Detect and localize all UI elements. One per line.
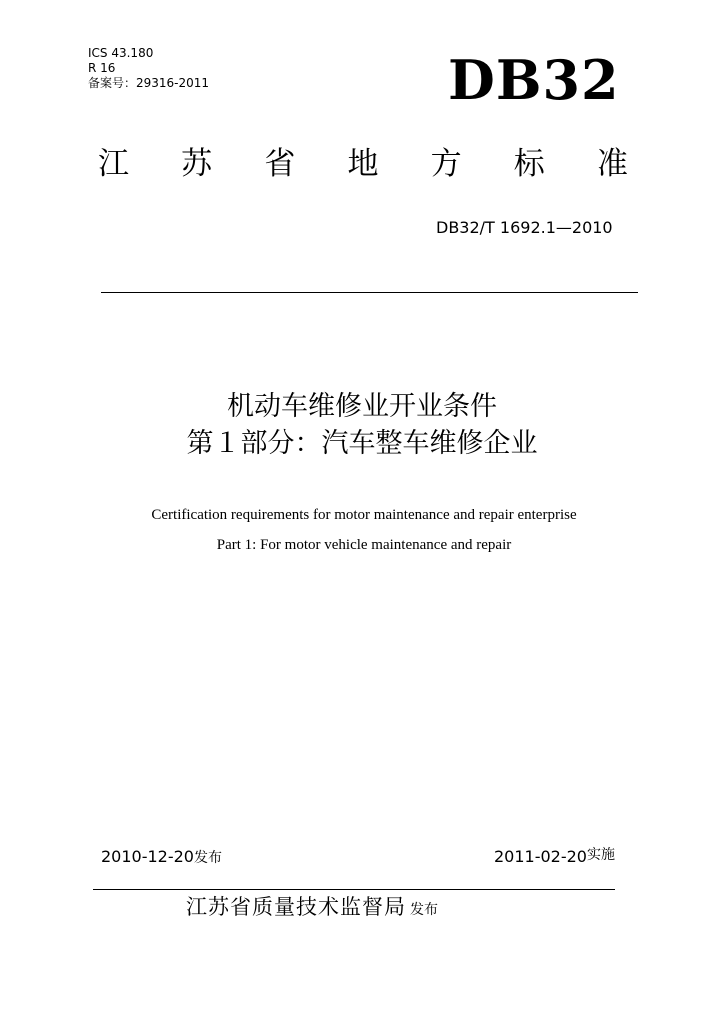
- implement-date-block: [494, 847, 615, 873]
- title-en-line1: Certification requirements for motor maintenance and repair enterprise: [151, 507, 577, 523]
- standard-type-char: 准: [596, 146, 628, 182]
- issuer-suffix: 发布: [410, 902, 438, 918]
- implement-date: 2011-02-20: [494, 847, 587, 866]
- standard-type-char: 江: [98, 146, 129, 182]
- standard-type-char: 地: [347, 146, 379, 182]
- issuer-block: [186, 893, 438, 921]
- standard-type-heading: [98, 142, 628, 186]
- meta-info: [88, 46, 209, 91]
- standard-type-char: 苏: [181, 146, 213, 182]
- title-cn-line1: 机动车维修业开业条件: [227, 391, 497, 422]
- bottom-divider: [93, 889, 615, 890]
- title-cn-line2: 第１部分：汽车整车维修企业: [186, 428, 538, 459]
- issue-label: 发布: [193, 850, 222, 866]
- issue-date: 2010-12-20: [101, 847, 194, 866]
- classification-code: R 16: [88, 61, 116, 75]
- implement-label: 实施: [586, 847, 615, 863]
- ics-code: ICS 43.180: [88, 46, 154, 60]
- db32-logo: DB32: [448, 48, 620, 112]
- record-number: 备案号：29316-2011: [88, 76, 210, 90]
- issue-date-block: [101, 847, 222, 868]
- standard-number: DB32/T 1692.1—2010: [436, 218, 613, 237]
- standard-type-char: 标: [513, 146, 545, 182]
- issuer-name: 江苏省质量技术监督局: [186, 895, 406, 919]
- top-divider: [101, 292, 638, 293]
- title-en-line2: Part 1: For motor vehicle maintenance and repair: [216, 537, 512, 553]
- standard-type-char: 省: [264, 146, 296, 182]
- standard-type-char: 方: [430, 146, 462, 182]
